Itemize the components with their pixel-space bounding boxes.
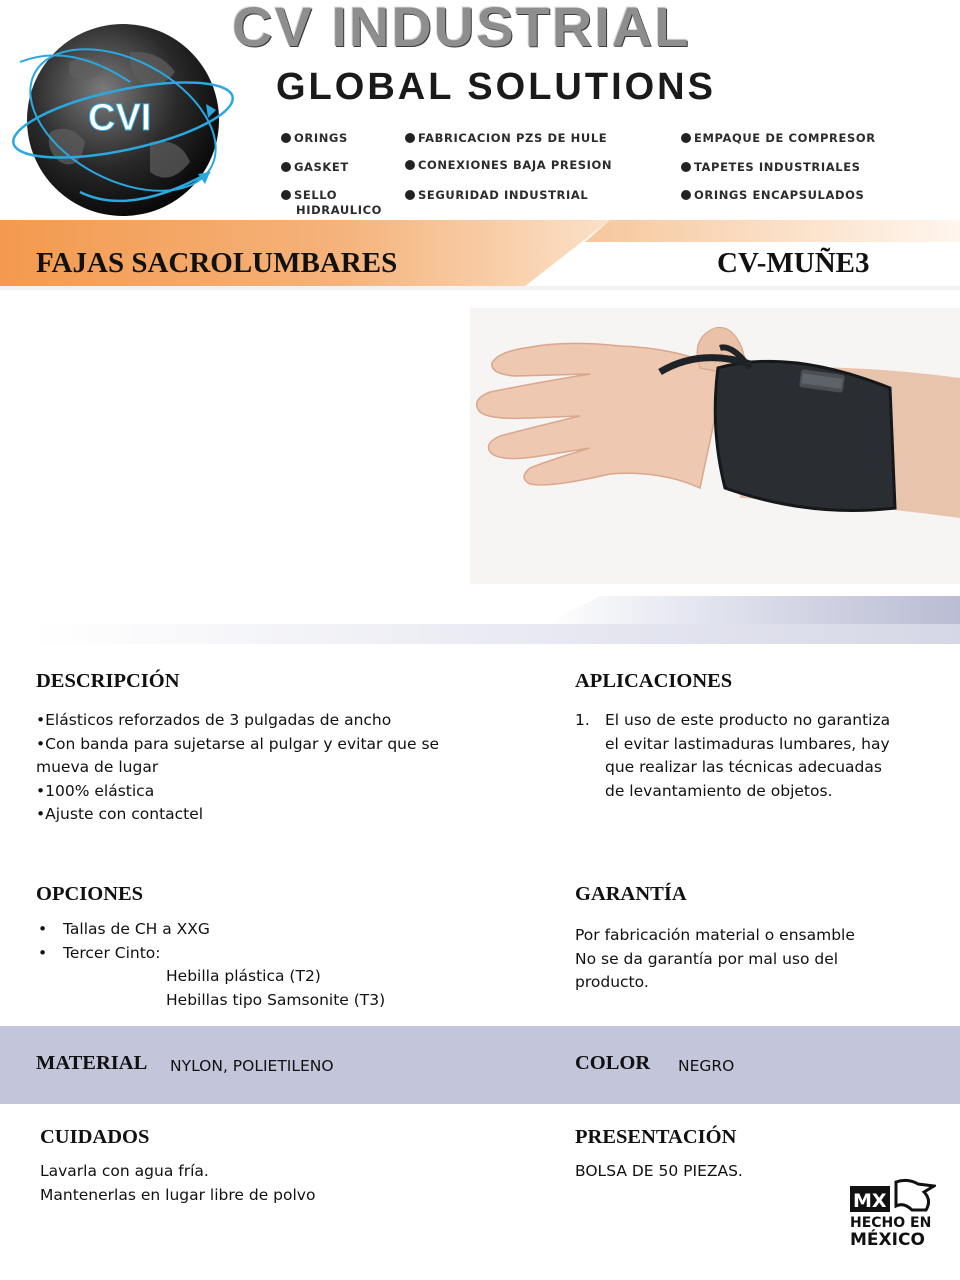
aplicacion-item: 1. El uso de este producto no garantiza el evitar lastimaduras lumbares, hay que realizar las técnicas adecuadas de levantamiento de objetos. xyxy=(575,711,891,800)
descripcion-line: •Elásticos reforzados de 3 pulgadas de ancho xyxy=(36,711,392,729)
descripcion-line: •Ajuste con contactel xyxy=(36,805,204,823)
service-item: CONEXIONES BAJA PRESION xyxy=(405,158,612,172)
section-title: FAJAS SACROLUMBARES xyxy=(36,247,398,279)
garantia-line: No se da garantía por mal uso del producto. xyxy=(575,949,839,991)
descripcion-heading: DESCRIPCIÓN xyxy=(36,670,180,692)
service-item: ORINGS xyxy=(281,131,348,145)
cuidados-line: Mantenerlas en lugar libre de polvo xyxy=(40,1185,316,1204)
descripcion-line: •Con banda para sujetarse al pulgar y evitar que se mueva de lugar xyxy=(36,734,440,776)
garantia-line: Por fabricación material o ensamble xyxy=(575,926,855,944)
service-item: SEGURIDAD INDUSTRIAL xyxy=(405,188,588,202)
service-item: EMPAQUE DE COMPRESOR xyxy=(681,131,876,145)
service-item: SELLO xyxy=(281,188,337,202)
eagle-icon xyxy=(896,1180,934,1210)
badge-line2: HECHO EN xyxy=(850,1215,932,1231)
bullet-icon xyxy=(405,160,415,170)
bullet-icon xyxy=(281,162,291,172)
service-item: TAPETES INDUSTRIALES xyxy=(681,160,861,174)
material-value: NYLON, POLIETILENO xyxy=(170,1057,334,1075)
wrist-support-photo xyxy=(470,308,960,584)
color-value: NEGRO xyxy=(678,1057,735,1075)
bullet-icon xyxy=(681,133,691,143)
presentacion-heading: PRESENTACIÓN xyxy=(575,1126,737,1148)
aplicaciones-heading: APLICACIONES xyxy=(575,670,733,692)
bullet-icon xyxy=(405,190,415,200)
bullet-icon xyxy=(681,190,691,200)
aplicaciones-body xyxy=(575,709,905,803)
hecho-en-mexico-badge xyxy=(848,1176,936,1248)
service-item: GASKET xyxy=(281,160,349,174)
garantia-heading: GARANTÍA xyxy=(575,883,687,905)
descripcion-body xyxy=(36,709,476,827)
cuidados-body xyxy=(40,1160,460,1207)
logo-text: CVI xyxy=(88,97,152,139)
service-item: ORINGS ENCAPSULADOS xyxy=(681,188,864,202)
presentacion-value: BOLSA DE 50 PIEZAS. xyxy=(575,1162,743,1180)
opciones-heading: OPCIONES xyxy=(36,883,144,905)
garantia-body xyxy=(575,924,885,995)
opcion-item: • Tercer Cinto: xyxy=(36,942,476,966)
cuidados-line: Lavarla con agua fría. xyxy=(40,1162,209,1180)
bullet-icon xyxy=(281,190,291,200)
opcion-subitem: Hebillas tipo Samsonite (T3) xyxy=(166,990,386,1009)
descripcion-line: •100% elástica xyxy=(36,781,155,800)
decor-band xyxy=(0,596,960,646)
cuidados-heading: CUIDADOS xyxy=(40,1126,150,1148)
opciones-body xyxy=(36,918,476,1012)
color-label: COLOR xyxy=(575,1052,651,1074)
product-code: CV-MUÑE3 xyxy=(717,247,870,279)
bullet-icon xyxy=(405,133,415,143)
service-item: FABRICACION PZS DE HULE xyxy=(405,131,607,145)
badge-mx-text: MX xyxy=(853,1190,887,1212)
bullet-icon xyxy=(681,162,691,172)
brand-title: CV INDUSTRIAL xyxy=(232,0,691,58)
cvi-globe-logo xyxy=(10,22,242,222)
material-label: MATERIAL xyxy=(36,1052,148,1074)
badge-line3: MÉXICO xyxy=(850,1230,925,1248)
opcion-item: • Tallas de CH a XXG xyxy=(36,918,476,942)
bullet-icon xyxy=(281,133,291,143)
brand-subtitle: GLOBAL SOLUTIONS xyxy=(276,66,716,108)
opcion-subitem: Hebilla plástica (T2) xyxy=(166,967,321,985)
service-item-continued: HIDRAULICO xyxy=(296,203,383,217)
